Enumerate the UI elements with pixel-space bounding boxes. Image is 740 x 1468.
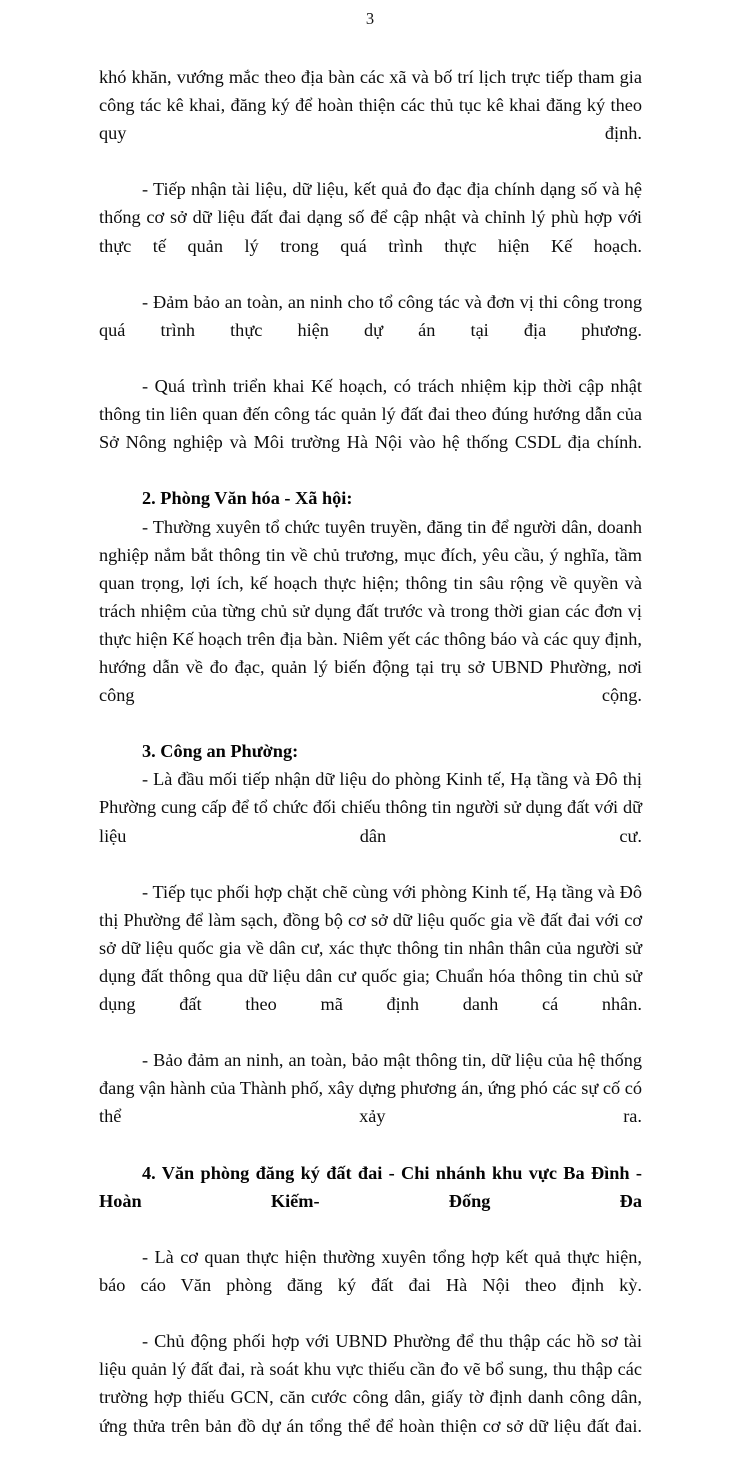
document-body [99, 63, 642, 1468]
paragraph-la-dau-moi-tiep-nhan: - Là đầu mối tiếp nhận dữ liệu do phòng Kinh tế, Hạ tầng và Đô thị Phường cung cấp để tổ chức đối chiếu thông tin người sử dụng đất với dữ liệu dân cư. [99, 769, 642, 846]
paragraph-tiep-tuc-phoi-hop: - Tiếp tục phối hợp chặt chẽ cùng với phòng Kinh tế, Hạ tầng và Đô thị Phường để làm sạch, đồng bộ cơ sở dữ liệu quốc gia về đất đai với cơ sở dữ liệu quốc gia về dân cư, xác thực thông tin nhân thân của người sử dụng đất thông qua dữ liệu dân cư quốc gia; Chuẩn hóa thông tin chủ sử dụng đất theo mã định danh cá nhân. [99, 881, 642, 1015]
paragraph-dam-bao-an-toan: - Đảm bảo an toàn, an ninh cho tổ công tác và đơn vị thi công trong quá trình thực hiện dự án tại địa phương. [99, 291, 642, 340]
paragraph-chu-dong-phoi-hop: - Chủ động phối hợp với UBND Phường để thu thập các hồ sơ tài liệu quản lý đất đai, rà soát khu vực thiếu cần đo vẽ bổ sung, thu thập các trường hợp thiếu GCN, căn cước công dân, giấy tờ định danh công dân, ứng thửa trên bản đồ dự án tổng thể để hoàn thiện cơ sở dữ liệu đất đai. [99, 1331, 642, 1436]
paragraph-thuong-xuyen-to-chuc: - Thường xuyên tổ chức tuyên truyền, đăng tin để người dân, doanh nghiệp nắm bắt thông tin về chủ trương, mục đích, yêu cầu, ý nghĩa, tầm quan trọng, lợi ích, kế hoạch thực hiện; thông tin sâu rộng về quyền và trách nhiệm của từng chủ sử dụng đất trước và trong thời gian các đơn vị thực hiện Kế hoạch trên địa bàn. Niêm yết các thông báo và các quy định, hướng dẫn về đo đạc, quản lý biến động tại trụ sở UBND Phường, nơi công cộng. [99, 516, 642, 706]
paragraph-tiep-nhan-tai-lieu: - Tiếp nhận tài liệu, dữ liệu, kết quả đo đạc địa chính dạng số và hệ thống cơ sở dữ liệu đất đai dạng số để cập nhật và chỉnh lý phù hợp với thực tế quản lý trong quá trình thực hiện Kế hoạch. [99, 179, 642, 256]
heading-4-van-phong-dang-ky-dat-dai: 4. Văn phòng đăng ký đất đai - Chi nhánh khu vực Ba Đình - Hoàn Kiếm- Đống Đa [99, 1162, 642, 1211]
page-number: 3 [365, 9, 375, 28]
paragraph-continued-kho-khan: khó khăn, vướng mắc theo địa bàn các xã và bố trí lịch trực tiếp tham gia công tác kê khai, đăng ký để hoàn thiện các thủ tục kê khai đăng ký theo quy định. [99, 67, 642, 144]
paragraph-bao-dam-an-ninh: - Bảo đảm an ninh, an toàn, bảo mật thông tin, dữ liệu của hệ thống đang vận hành của Thành phố, xây dựng phương án, ứng phó các sự cố có thể xảy ra. [99, 1050, 642, 1127]
heading-3-cong-an-phuong: 3. Công an Phường: [142, 741, 299, 762]
paragraph-la-co-quan-thuc-hien: - Là cơ quan thực hiện thường xuyên tổng hợp kết quả thực hiện, báo cáo Văn phòng đăng ký đất đai Hà Nội theo định kỳ. [99, 1246, 642, 1296]
heading-2-phong-van-hoa-xa-hoi: 2. Phòng Văn hóa - Xã hội: [142, 488, 353, 509]
paragraph-qua-trinh-trien-khai: - Quá trình triển khai Kế hoạch, có trách nhiệm kịp thời cập nhật thông tin liên quan đến công tác quản lý đất đai theo đúng hướng dẫn của Sở Nông nghiệp và Môi trường Hà Nội vào hệ thống CSDL địa chính. [99, 376, 642, 453]
